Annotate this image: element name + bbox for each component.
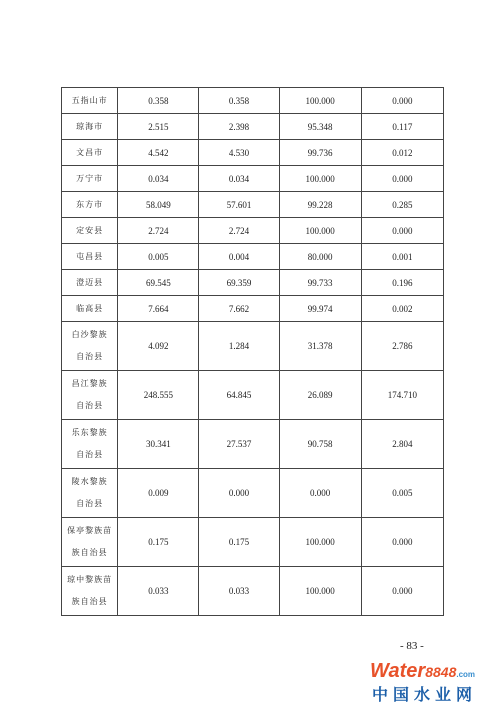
region-name-cell: [62, 166, 118, 192]
region-name-cell: [62, 244, 118, 270]
page-number: - 83 -: [400, 640, 424, 652]
value-cell-1: 30.341: [118, 420, 199, 469]
value-cell-4: 0.000: [361, 567, 443, 616]
value-cell-4: 0.000: [361, 518, 443, 567]
region-name-line: 临高县: [76, 303, 104, 313]
value-cell-1: 0.033: [118, 567, 199, 616]
table-row: [62, 296, 444, 322]
value-cell-4: 0.000: [361, 166, 443, 192]
value-cell-4: 0.000: [361, 88, 443, 114]
value-cell-2: 64.845: [199, 371, 279, 420]
table-row: [62, 371, 444, 420]
value-cell-3: 100.000: [279, 518, 361, 567]
region-name-line: 族自治县: [71, 548, 108, 557]
value-cell-3: 31.378: [279, 322, 361, 371]
value-cell-2: 7.662: [199, 296, 279, 322]
logo-brand-domain: .com: [456, 670, 476, 679]
value-cell-2: 1.284: [199, 322, 279, 371]
region-name-cell: [62, 296, 118, 322]
table-row: [62, 270, 444, 296]
region-name-cell: [62, 469, 118, 518]
value-cell-3: 95.348: [279, 114, 361, 140]
value-cell-2: 0.034: [199, 166, 279, 192]
value-cell-3: 100.000: [279, 567, 361, 616]
table-row: [62, 218, 444, 244]
value-cell-1: 0.034: [118, 166, 199, 192]
watermark-logo: [370, 660, 496, 702]
logo-chinese-name: 中国水业网: [372, 685, 478, 704]
region-name-cell: [62, 218, 118, 244]
value-cell-1: 2.515: [118, 114, 199, 140]
value-cell-3: 99.228: [279, 192, 361, 218]
value-cell-3: 100.000: [279, 88, 361, 114]
region-name-line: 五指山市: [71, 95, 108, 105]
value-cell-1: 58.049: [118, 192, 199, 218]
table-row: [62, 469, 444, 518]
region-name-line: 乐东黎族: [71, 428, 108, 437]
table-row: [62, 420, 444, 469]
region-name-line: 白沙黎族: [71, 330, 108, 339]
region-name-line: 琼中黎族苗: [67, 575, 113, 584]
logo-brand-word: Water: [370, 660, 426, 682]
region-name-cell: [62, 140, 118, 166]
table-row: [62, 322, 444, 371]
value-cell-2: 0.033: [199, 567, 279, 616]
table-row: [62, 114, 444, 140]
value-cell-3: 100.000: [279, 218, 361, 244]
value-cell-4: 0.005: [361, 469, 443, 518]
region-name-line: 定安县: [76, 225, 104, 235]
table-row: [62, 518, 444, 567]
region-name-line: 保亭黎族苗: [67, 526, 113, 535]
value-cell-2: 0.358: [199, 88, 279, 114]
value-cell-1: 4.542: [118, 140, 199, 166]
data-table: [61, 87, 444, 616]
value-cell-1: 69.545: [118, 270, 199, 296]
region-name-cell: [62, 322, 118, 371]
value-cell-3: 26.089: [279, 371, 361, 420]
region-name-cell: [62, 567, 118, 616]
table-row: [62, 140, 444, 166]
region-name-line: 东方市: [76, 199, 104, 209]
value-cell-1: 0.175: [118, 518, 199, 567]
region-name-line: 屯昌县: [76, 251, 104, 261]
value-cell-3: 80.000: [279, 244, 361, 270]
region-name-line: 自治县: [76, 352, 104, 361]
value-cell-4: 0.196: [361, 270, 443, 296]
value-cell-1: 0.358: [118, 88, 199, 114]
value-cell-2: 2.398: [199, 114, 279, 140]
value-cell-4: 0.001: [361, 244, 443, 270]
value-cell-2: 2.724: [199, 218, 279, 244]
region-name-cell: [62, 371, 118, 420]
value-cell-4: 0.002: [361, 296, 443, 322]
region-name-line: 自治县: [76, 450, 104, 459]
table-row: [62, 567, 444, 616]
region-name-line: 昌江黎族: [71, 379, 108, 388]
region-name-cell: [62, 88, 118, 114]
value-cell-2: 57.601: [199, 192, 279, 218]
logo-brand-number: 8848: [425, 664, 457, 680]
value-cell-4: 0.285: [361, 192, 443, 218]
value-cell-1: 4.092: [118, 322, 199, 371]
value-cell-2: 0.175: [199, 518, 279, 567]
table-row: [62, 192, 444, 218]
region-name-cell: [62, 518, 118, 567]
value-cell-4: 0.117: [361, 114, 443, 140]
value-cell-3: 99.733: [279, 270, 361, 296]
region-name-line: 文昌市: [76, 147, 104, 157]
value-cell-2: 4.530: [199, 140, 279, 166]
value-cell-3: 100.000: [279, 166, 361, 192]
value-cell-1: 2.724: [118, 218, 199, 244]
value-cell-3: 0.000: [279, 469, 361, 518]
table-row: [62, 166, 444, 192]
region-name-cell: [62, 192, 118, 218]
region-name-cell: [62, 420, 118, 469]
region-name-line: 族自治县: [71, 597, 108, 606]
value-cell-3: 99.736: [279, 140, 361, 166]
value-cell-2: 0.004: [199, 244, 279, 270]
region-name-line: 陵水黎族: [71, 477, 108, 486]
value-cell-4: 2.804: [361, 420, 443, 469]
value-cell-2: 27.537: [199, 420, 279, 469]
value-cell-4: 0.000: [361, 218, 443, 244]
logo-wordmark: [370, 660, 475, 683]
region-name-line: 澄迈县: [76, 277, 104, 287]
region-name-line: 琼海市: [76, 121, 104, 131]
region-name-cell: [62, 114, 118, 140]
value-cell-1: 0.005: [118, 244, 199, 270]
value-cell-4: 2.786: [361, 322, 443, 371]
value-cell-1: 0.009: [118, 469, 199, 518]
table-row: [62, 244, 444, 270]
table-row: [62, 88, 444, 114]
value-cell-3: 99.974: [279, 296, 361, 322]
value-cell-4: 0.012: [361, 140, 443, 166]
value-cell-4: 174.710: [361, 371, 443, 420]
table-body: [62, 88, 444, 616]
value-cell-2: 0.000: [199, 469, 279, 518]
value-cell-3: 90.758: [279, 420, 361, 469]
region-name-line: 自治县: [76, 401, 104, 410]
region-name-cell: [62, 270, 118, 296]
value-cell-1: 7.664: [118, 296, 199, 322]
value-cell-1: 248.555: [118, 371, 199, 420]
region-name-line: 自治县: [76, 499, 104, 508]
value-cell-2: 69.359: [199, 270, 279, 296]
region-name-line: 万宁市: [76, 173, 104, 183]
